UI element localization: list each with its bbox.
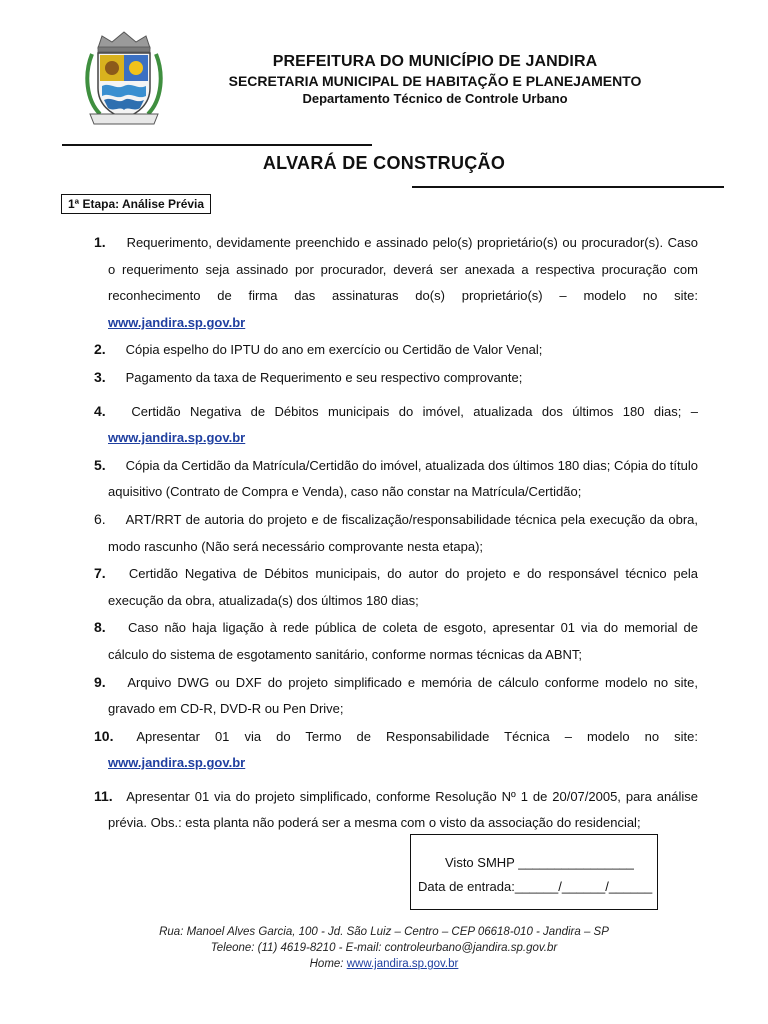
footer [0,924,768,972]
list-item [94,614,698,668]
list-item [94,364,698,392]
item-number: 3. [94,368,106,385]
footer-home-label: Home: [309,958,347,970]
item-text: ART/RRT de autoria do projeto e de fiscalização/responsabilidade técnica pela execução da obra, modo rascunho (Não será necessário comprovante nesta etapa); [108,511,698,554]
item-number: 2. [94,341,106,358]
item-text: Cópia espelho do IPTU do ano em exercício ou Certidão de Valor Venal; [125,342,543,358]
list-item [94,452,698,506]
footer-home-link[interactable]: www.jandira.sp.gov.br [346,958,459,970]
item-number: 4. [94,402,106,419]
divider-right [412,186,724,188]
footer-home [0,956,768,972]
item-text: Certidão Negativa de Débitos municipais do imóvel, atualizada dos últimos 180 dias; – [131,403,698,419]
list-item [94,229,698,336]
list-item [94,398,698,452]
page-title: ALVARÁ DE CONSTRUÇÃO [262,153,506,173]
item-number: 5. [94,456,106,473]
item-text: Pagamento da taxa de Requerimento e seu respectivo comprovante; [125,369,523,385]
item-number: 9. [94,673,106,690]
item-text: Apresentar 01 via do Termo de Responsabilidade Técnica – modelo no site: [136,728,698,744]
divider-left [62,144,372,146]
item-text: Cópia da Certidão da Matrícula/Certidão do imóvel, atualizada dos últimos 180 dias; Cópia do título aquisitivo (Contrato de Compra e Venda), caso não constar na Matrícula/Certidão; [108,457,698,500]
list-item [94,783,698,837]
item-text: Requerimento, devidamente preenchido e assinado pelo(s) proprietário(s) ou procurador(s). Caso o requerimento seja assinado por procurador, deverá ser anexada a respectiva procuração com reconhecimento de firma das assinaturas do(s) proprietário(s) – modelo no site: [108,235,698,304]
department-name: Departamento Técnico de Controle Urbano [302,91,568,106]
list-item [94,560,698,614]
stamp-box [410,834,658,910]
list-item [94,669,698,723]
item-number: 8. [94,619,106,636]
item-text: Arquivo DWG ou DXF do projeto simplificado e memória de cálculo conforme modelo no site, gravado em CD-R, DVD-R ou Pen Drive; [108,674,698,717]
site-link[interactable]: www.jandira.sp.gov.br [108,755,246,771]
requirements-list [94,229,698,837]
list-item [94,506,698,560]
secretariat-name: SECRETARIA MUNICIPAL DE HABITAÇÃO E PLANEJAMENTO [228,73,642,89]
item-number: 1. [94,234,106,250]
site-link[interactable]: www.jandira.sp.gov.br [108,430,246,446]
item-text: Caso não haja ligação à rede pública de coleta de esgoto, apresentar 01 via do memorial de cálculo do sistema de esgotamento sanitário, conforme normas técnicas da ABNT; [108,620,698,662]
item-number: 11. [94,787,113,804]
site-link[interactable]: www.jandira.sp.gov.br [108,314,246,330]
item-text: Certidão Negativa de Débitos municipais, do autor do projeto e do responsável técnico pela execução da obra, atualizada(s) dos últimos 180 dias; [108,566,698,608]
item-number: 10. [94,727,114,744]
item-text: Apresentar 01 via do projeto simplificado, conforme Resolução Nº 1 de 20/07/2005, para análise prévia. Obs.: esta planta não poderá ser a mesma com o visto da associação do residencial; [108,788,698,831]
footer-address: Rua: Manoel Alves Garcia, 100 - Jd. São Luiz – Centro – CEP 06618-010 - Jandira – SP [159,926,609,938]
footer-contact: Teleone: (11) 4619-8210 - E-mail: controleurbano@jandira.sp.gov.br [210,942,558,954]
municipal-crest-icon [84,30,164,126]
municipality-name: PREFEITURA DO MUNICÍPIO DE JANDIRA [272,53,598,70]
header [200,52,670,108]
entry-date-field: Data de entrada:______/______/______ [418,879,653,894]
visto-field: Visto SMHP ________________ [445,855,634,870]
list-item [94,723,698,777]
list-item [94,336,698,364]
item-number: 6. [94,510,106,527]
item-number: 7. [94,565,106,582]
stage-label: 1ª Etapa: Análise Prévia [61,194,211,214]
